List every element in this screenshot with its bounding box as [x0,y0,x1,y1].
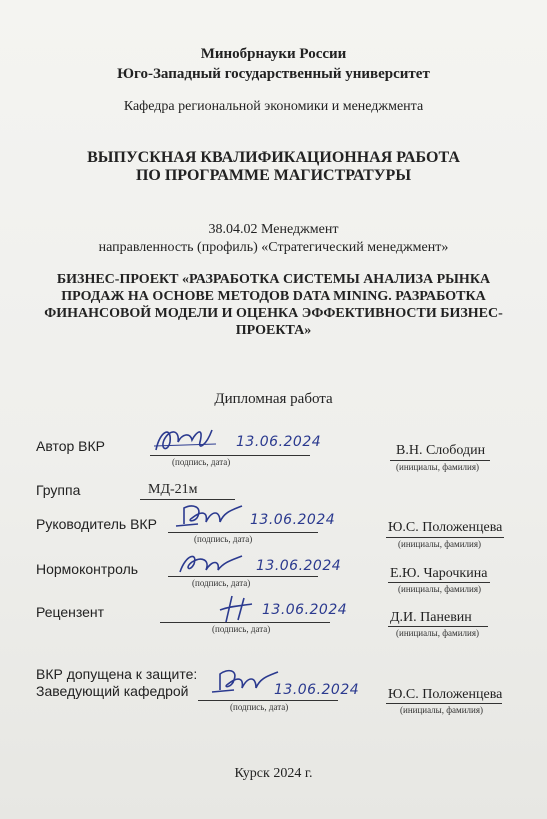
department-name: Кафедра региональной экономики и менеджмента [123,99,424,114]
normcontrol-name-hint: (инициалы, фамилия) [398,584,481,594]
head-signature-date: 13.06.2024 [274,682,360,698]
work-type-line1: ВЫПУСКНАЯ КВАЛИФИКАЦИОННАЯ РАБОТА [87,149,460,166]
supervisor-role-label: Руководитель ВКР [36,516,157,532]
normcontrol-signature-date: 13.06.2024 [256,558,342,574]
thesis-title-line2: ПРОДАЖ НА ОСНОВЕ МЕТОДОВ DATA MINING. РАЗРАБОТКА [61,289,486,304]
head-name-hint: (инициалы, фамилия) [400,705,483,715]
university-name: Юго-Западный государственный университет [117,66,430,82]
program-code: 38.04.02 Менеджмент [208,222,339,237]
author-role-label: Автор ВКР [36,438,106,454]
reviewer-name: Д.И. Паневин [390,610,472,625]
author-signature-hint: (подпись, дата) [172,457,231,467]
work-type-line2: ПО ПРОГРАММЕ МАГИСТРАТУРЫ [135,167,412,184]
program-profile: направленность (профиль) «Стратегический менеджмент» [98,240,449,255]
author-name-line [390,460,490,461]
normcontrol-role-label: Нормоконтроль [36,561,139,577]
ministry-name: Минобрнауки России [200,46,347,62]
reviewer-signature-date: 13.06.2024 [262,602,348,618]
head-of-department-label: Заведующий кафедрой [36,683,189,699]
thesis-title-line1: БИЗНЕС-ПРОЕКТ «РАЗРАБОТКА СИСТЕМЫ АНАЛИЗА РЫНКА [56,272,491,287]
document-kind: Дипломная работа [214,391,333,407]
admission-label: ВКР допущена к защите: [36,666,198,682]
supervisor-name-hint: (инициалы, фамилия) [398,539,481,549]
head-of-department-name: Ю.С. Положенцева [388,687,503,702]
thesis-title-line3: ФИНАНСОВОЙ МОДЕЛИ И ОЦЕНКА ЭФФЕКТИВНОСТИ БИЗНЕС- [44,306,503,321]
normcontrol-signature-hint: (подпись, дата) [192,578,251,588]
head-signature-line [198,700,338,701]
reviewer-name-line [388,626,488,627]
author-name: В.Н. Слободин [396,443,486,458]
group-label: Группа [36,482,81,498]
normcontrol-name-line [388,582,490,583]
head-signature-hint: (подпись, дата) [230,702,289,712]
supervisor-name: Ю.С. Положенцева [388,520,503,535]
reviewer-role-label: Рецензент [36,604,105,620]
normcontrol-name: Е.Ю. Чарочкина [390,566,488,581]
author-name-hint: (инициалы, фамилия) [396,462,479,472]
supervisor-signature-date: 13.06.2024 [250,512,336,528]
reviewer-name-hint: (инициалы, фамилия) [396,628,479,638]
author-signature-date: 13.06.2024 [236,434,322,450]
supervisor-name-line [386,537,504,538]
thesis-title-line4: ПРОЕКТА» [235,323,312,338]
city-year: Курск 2024 г. [234,766,313,781]
head-name-line [386,703,502,704]
reviewer-signature-hint: (подпись, дата) [212,624,271,634]
group-value: МД-21м [148,482,198,497]
supervisor-signature-hint: (подпись, дата) [194,534,253,544]
